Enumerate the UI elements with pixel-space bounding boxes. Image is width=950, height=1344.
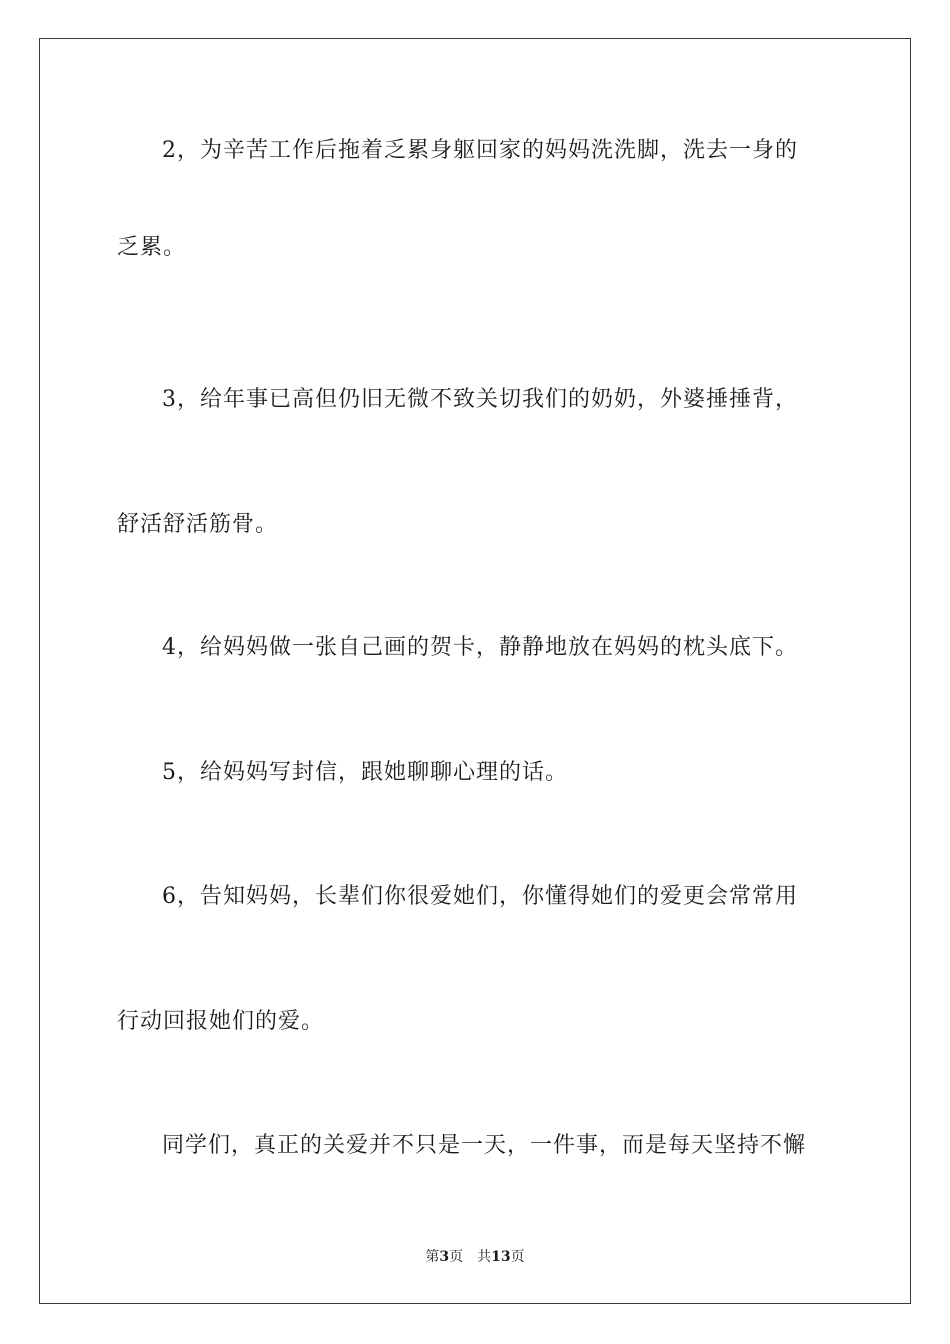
paragraph-line-1: 2，为辛苦工作后拖着乏累身躯回家的妈妈洗洗脚，洗去一身的 xyxy=(162,138,798,163)
paragraph-line-5: 4，给妈妈做一张自己画的贺卡，静静地放在妈妈的枕头底下。 xyxy=(162,635,798,660)
footer-total-suffix: 页 xyxy=(510,1249,525,1265)
paragraph-line-3: 3，给年事已高但仍旧无微不致关切我们的奶奶，外婆捶捶背， xyxy=(162,387,798,412)
paragraph-line-6: 5，给妈妈写封信，跟她聊聊心理的话。 xyxy=(162,760,568,785)
footer-page-suffix: 页 xyxy=(449,1249,464,1265)
paragraph-line-8: 行动回报她们的爱。 xyxy=(117,1009,325,1034)
page-frame xyxy=(39,38,911,1304)
paragraph-line-2: 乏累。 xyxy=(117,235,187,260)
paragraph-line-7: 6，告知妈妈，长辈们你很爱她们，你懂得她们的爱更会常常用 xyxy=(162,884,798,909)
footer-total-number: 13 xyxy=(491,1249,511,1265)
paragraph-line-9: 同学们，真正的关爱并不只是一天，一件事，而是每天坚持不懈 xyxy=(162,1133,807,1158)
footer-page-number: 3 xyxy=(439,1249,450,1265)
footer-page-prefix: 第 xyxy=(425,1249,440,1265)
footer-total-prefix: 共 xyxy=(477,1249,492,1265)
paragraph-line-4: 舒活舒活筋骨。 xyxy=(117,512,279,537)
page-footer xyxy=(0,1248,950,1266)
